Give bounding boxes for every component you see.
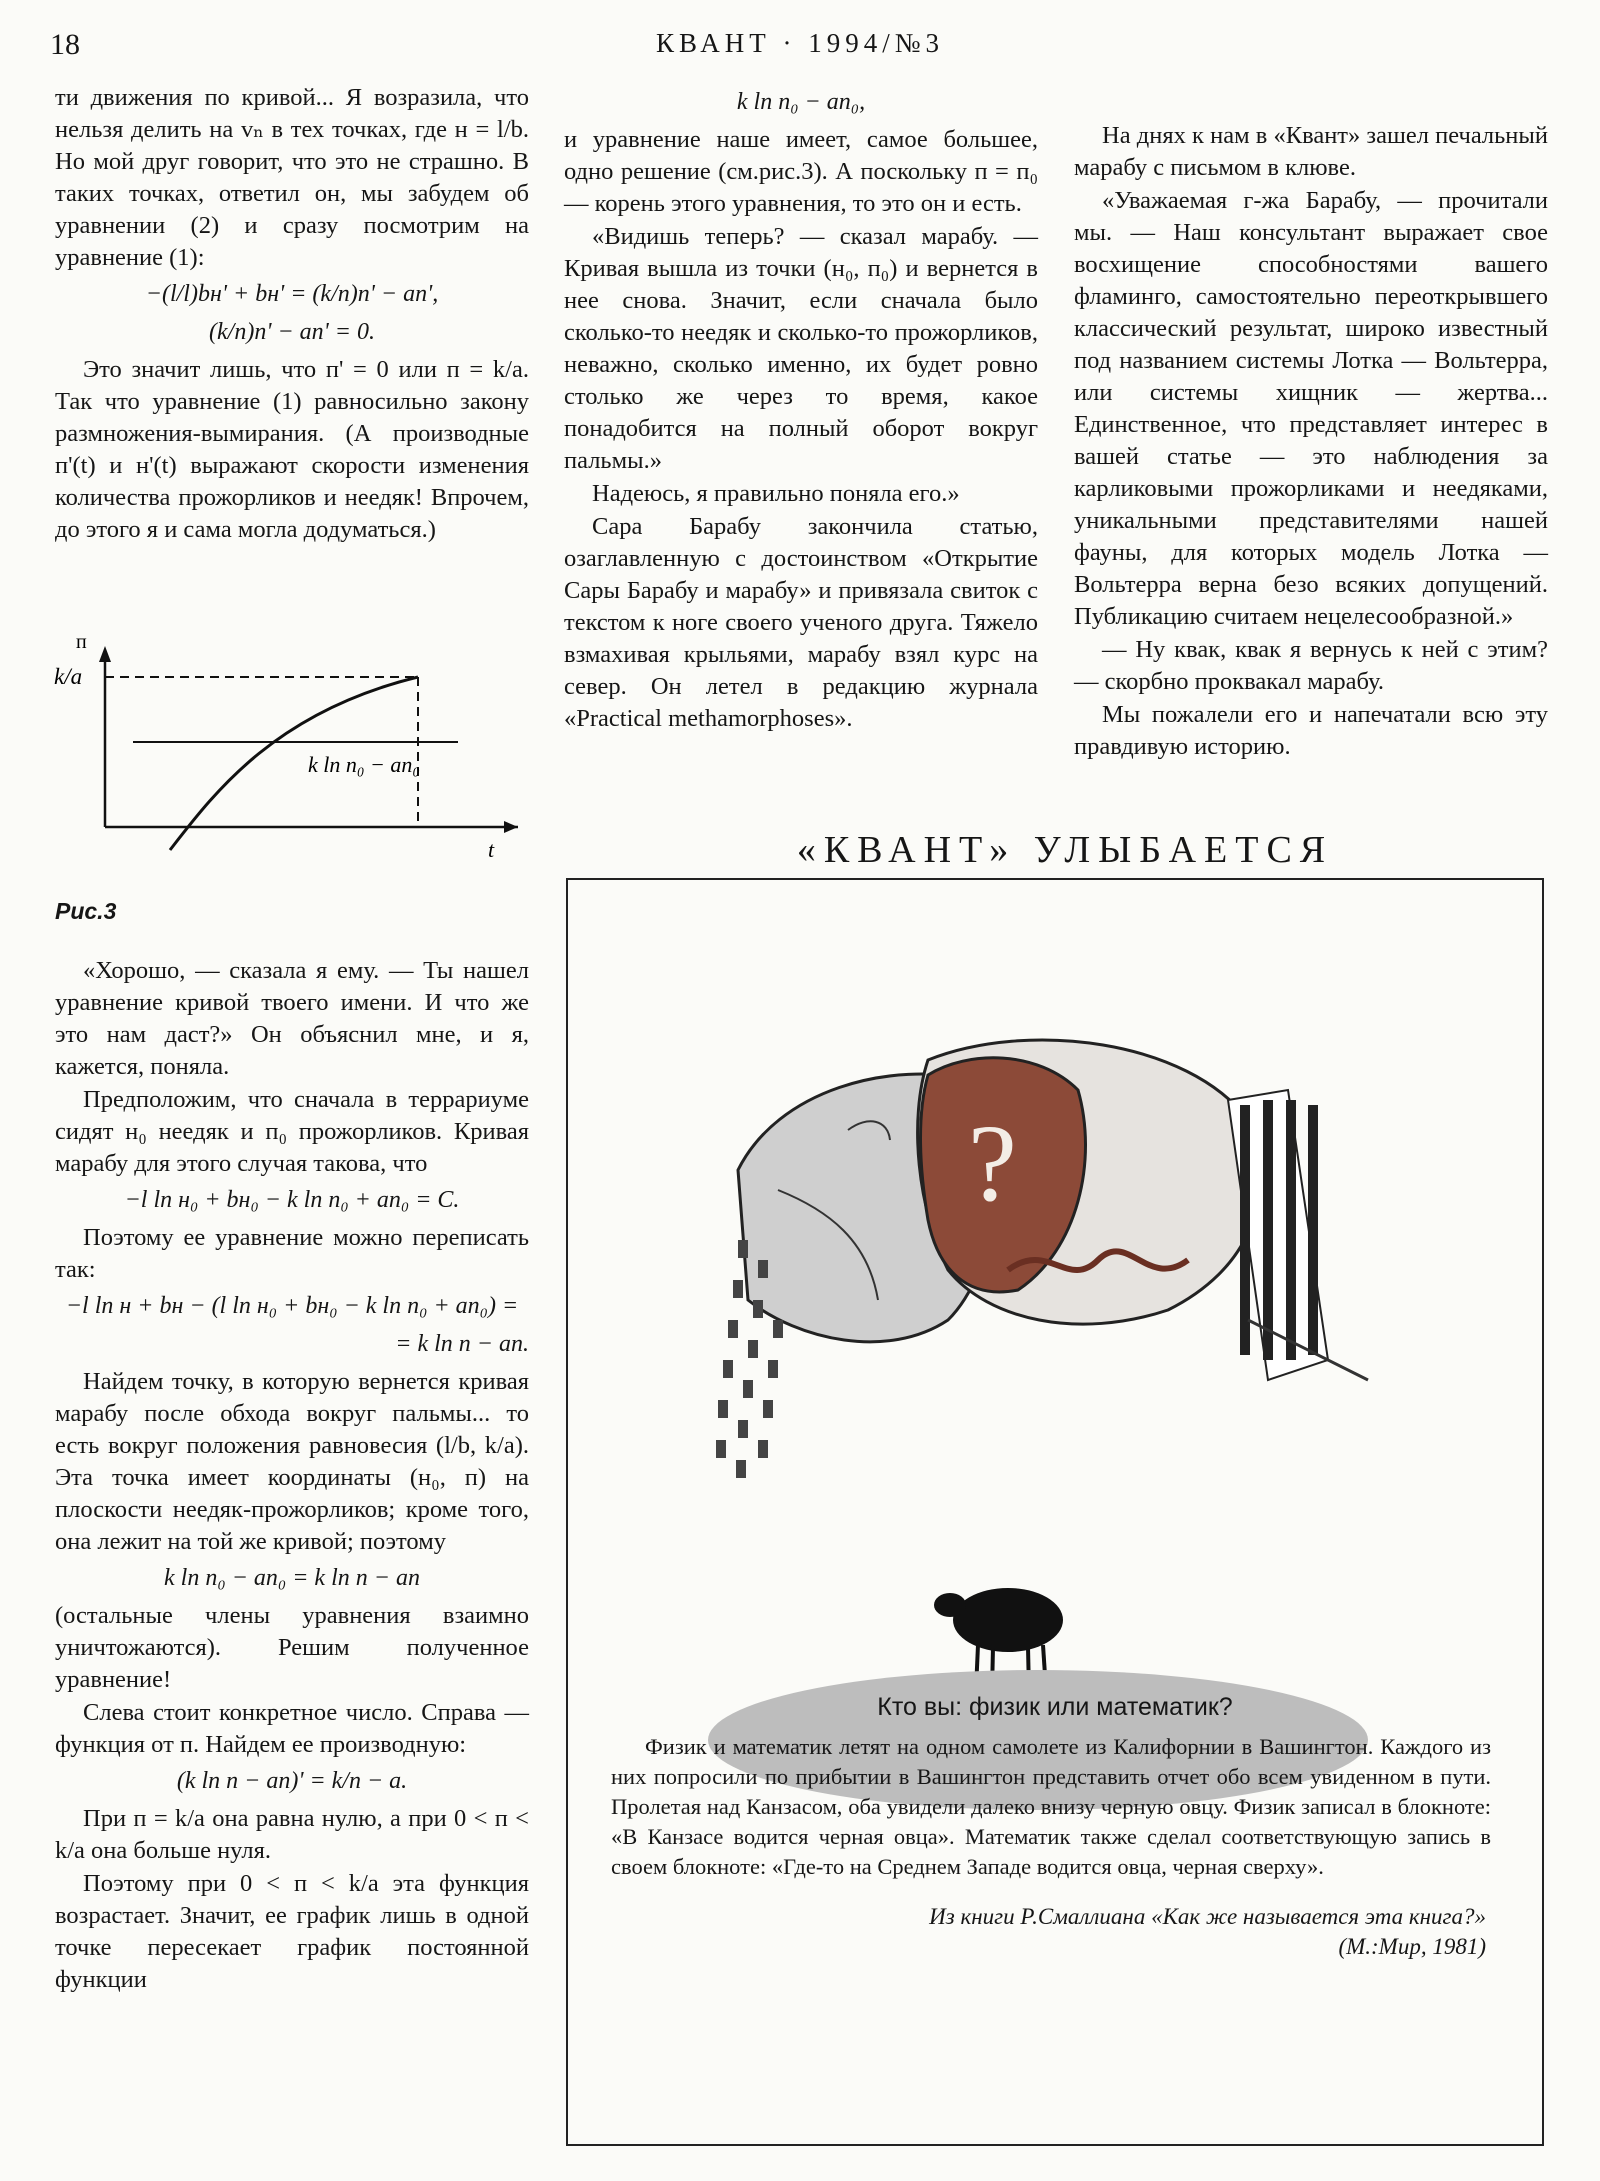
x-axis-label: t [488,837,495,862]
x-axis-arrow [504,821,518,833]
box-title: Кто вы: физик или математик? [877,1693,1233,1721]
curve-label: k ln п₀ − aп₀ [308,752,421,777]
paragraph: При п = k/a она равна нулю, а при 0 < п < k/a она больше нуля. [55,1805,529,1864]
paragraph: Это значит лишь, что п' = 0 или п = k/a. Так что уравнение (1) равносильно закону размножения-вымирания. (А производные п'(t) и н'(t) выражают скорости изменения количества прожорликов и неедяк! Впрочем, до этого я и сама могла додуматься.) [55,356,529,543]
y-tick-label: k/a [54,664,83,689]
equation: k ln п₀ − aп₀ = k ln п − aп [164,1565,420,1591]
box-text: Физик и математик летят на одном самолете из Калифорнии в Вашингтон. Каждого из них попросили по прибытии в Вашингтон представить отчет обо всем увиденном в пути. Пролетая над Канзасом, оба увидели далеко внизу черную овцу. Физик записал в блокноте: «В Канзасе водится черная овца». Математик также сделал соответствующую запись в своем блокноте: «Где-то на Среднем Западе водится овца, черная сверху». [611,1734,1491,1879]
equation: (k/п)п' − aп' = 0. [209,319,375,345]
paragraph: «Видишь теперь? — сказал марабу. — Кривая вышла из точки (н₀, п₀) и вернется в нее снова. Значит, если сначала было сколько-то неедяк и сколько-то прожорликов, неважно, сколько именно, их будет ровно столько же через то время, какое понадобится на полный оборот вокруг пальмы.» [564,223,1038,474]
section-title: «КВАНТ» УЛЫБАЕТСЯ [796,829,1334,871]
paragraph: Найдем точку, в которую вернется кривая марабу после обхода вокруг пальмы... то есть вокруг положения равновесия (l/b, k/a). Эта точка имеет координаты (н₀, п) на плоскости неедяк-прожорликов; кроме того, она лежит на той же кривой; поэтому [55,1368,529,1555]
question-mark: ? [968,1102,1017,1224]
column-2 [564,82,1038,736]
column-1-bottom [55,955,529,1997]
box-source [686,1902,1486,1962]
paragraph: ти движения по кривой... Я возразила, что нельзя делить на vₙ в тех точках, где н = l/b. Но мой друг говорит, что это не страшно. В таких точках, ответил он, мы забудем об уравнении (2) и сразу посмотрим на уравнение (1): [55,84,529,271]
paragraph: Мы пожалели его и напечатали всю эту правдивую историю. [1074,701,1548,760]
paragraph: (остальные члены уравнения взаимно уничтожаются). Решим полученное уравнение! [55,1602,529,1693]
paragraph: — Ну квак, квак я вернусь к ней с этим? — скорбно проквакал марабу. [1074,636,1548,695]
y-axis-label: п [76,632,87,653]
figure-3 [40,632,520,932]
paragraph: Сара Барабу закончила статью, озаглавленную с достоинством «Открытие Сары Барабу и марабу» и привязала свиток с текстом к ноге своего ученого друга. Тяжело взмахивая крыльями, марабу взял курс на север. Он летел в редакцию журнала «Practical methamorphoses». [564,513,1038,732]
equation: −l ln н + bн − (l ln н₀ + bн₀ − k ln п₀ + aп₀) = [65,1293,519,1319]
source-line: Из книги Р.Смаллиана «Как же называется эта книга?» [929,1904,1486,1929]
paragraph: и уравнение наше имеет, самое большее, одно решение (см.рис.3). А поскольку п = п₀ — корень этого уравнения, то это он и есть. [564,126,1038,217]
column-1-top [55,82,529,547]
paragraph: На днях к нам в «Квант» зашел печальный марабу с письмом в клюве. [1074,122,1548,181]
paragraph: Предположим, что сначала в террариуме сидят н₀ неедяк и п₀ прожорликов. Кривая марабу для этого случая такова, что [55,1086,529,1177]
equation: = k ln п − aп. [395,1331,529,1357]
source-line: (М.:Мир, 1981) [1338,1934,1486,1959]
paragraph: «Хорошо, — сказала я ему. — Ты нашел уравнение кривой твоего имени. И что же это нам даст?» Он объяснил мне, и я, кажется, поняла. [55,957,529,1080]
column-3 [1074,120,1548,764]
paragraph: Поэтому при 0 < п < k/a эта функция возрастает. Значит, ее график лишь в одной точке пересекает график постоянной функции [55,1870,529,1993]
equation: −(l/l)bн' + bн' = (k/п)п' − aп', [145,281,439,307]
page-number: 18 [50,28,80,61]
paragraph: Поэтому ее уравнение можно переписать так: [55,1224,529,1283]
equation: k ln п₀ − aп₀, [736,89,866,115]
humor-box [566,878,1544,2146]
equation: −l ln н₀ + bн₀ − k ln п₀ + aп₀ = C. [124,1187,460,1213]
running-head: КВАНТ · 1994/№3 [655,28,945,58]
figure-graph [40,632,520,892]
y-axis-arrow [99,646,111,662]
paragraph: Надеюсь, я правильно поняла его.» [592,480,960,507]
page-header [0,28,1600,68]
figure-caption: Рис.3 [55,898,117,924]
equation: (k ln п − aп)' = k/п − a. [176,1768,408,1794]
paragraph: Слева стоит конкретное число. Справа — функция от п. Найдем ее производную: [55,1699,529,1758]
paragraph: «Уважаемая г-жа Барабу, — прочитали мы. — Наш консультант выражает свое восхищение способностями вашего фламинго, самостоятельно переоткрывшего классический результат, широко известный под названием системы Лотка — Вольтерра, или системы хищник — жертва... Единственное, что представляет интерес в вашей статье — это наблюдения за карликовыми прожорликами и неедяками, уникальными представителями нашей фауны, для которых модель Лотка — Вольтерра верна безо всяких допущений. Публикацию считаем нецелесообразной.» [1074,187,1548,630]
